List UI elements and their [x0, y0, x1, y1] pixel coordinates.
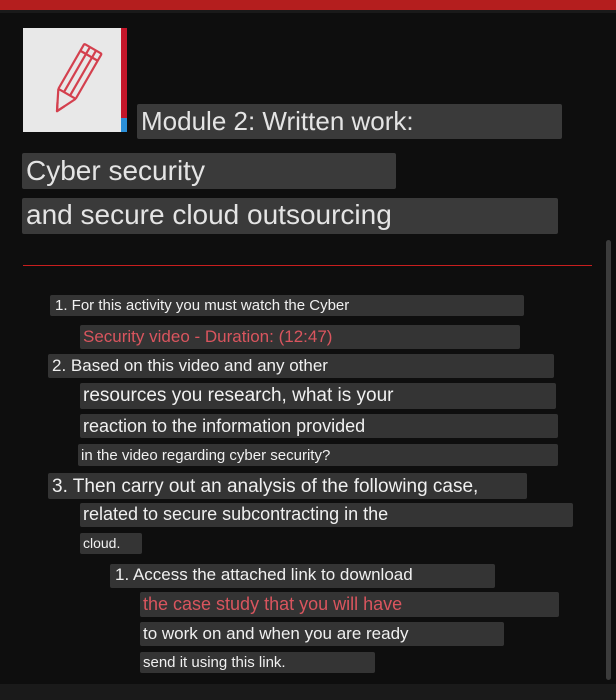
instruction-2-line2: resources you research, what is your — [80, 383, 556, 409]
instruction-1-line1: 1. For this activity you must watch the Cyber — [50, 295, 524, 316]
pencil-icon — [43, 40, 107, 120]
vertical-scrollbar[interactable] — [606, 240, 611, 680]
page-title-line2: and secure cloud outsourcing — [22, 198, 558, 234]
instruction-2-line4: in the video regarding cyber security? — [78, 444, 558, 466]
module-title: Module 2: Written work: — [137, 104, 562, 139]
instruction-3-line3: cloud. — [80, 533, 142, 554]
instruction-3-line2: related to secure subcontracting in the — [80, 503, 573, 527]
security-video-link[interactable]: Security video - Duration: (12:47) — [80, 325, 520, 349]
logo-blue-accent — [121, 118, 127, 132]
top-bar-shadow — [0, 10, 616, 13]
subinstruction-1-line1: 1. Access the attached link to download — [110, 564, 495, 588]
instruction-2-line1: 2. Based on this video and any other — [48, 354, 554, 378]
submit-link-text: send it using this link. — [140, 652, 375, 673]
module-logo — [23, 28, 127, 132]
top-accent-bar — [0, 0, 616, 10]
instruction-2-line3: reaction to the information provided — [80, 414, 558, 438]
subinstruction-1-line3: to work on and when you are ready — [140, 622, 504, 646]
section-divider — [23, 265, 592, 266]
bottom-bar — [0, 684, 616, 700]
case-study-link[interactable]: the case study that you will have — [140, 592, 559, 617]
page-title-line1: Cyber security — [22, 153, 396, 189]
instruction-3-line1: 3. Then carry out an analysis of the following case, — [48, 473, 527, 499]
